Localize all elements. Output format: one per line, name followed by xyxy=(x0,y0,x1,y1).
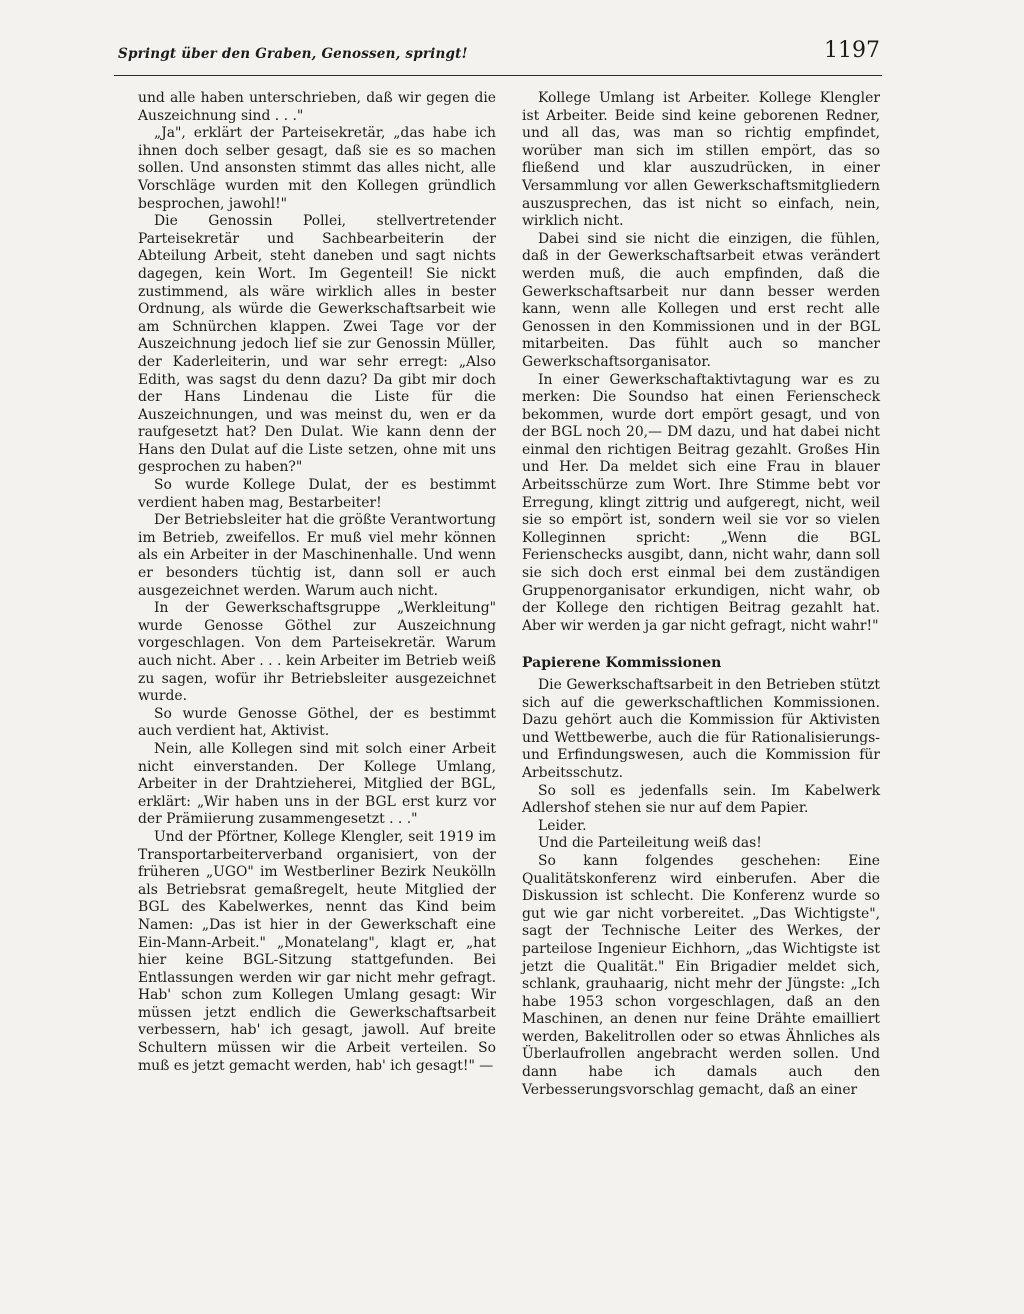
paragraph: In einer Gewerkschaftaktivtagung war es zu merken: Die Soundso hat einen Ferienscheck bekommen, wurde dort empört gesagt, und von der BGL noch 20,— DM dazu, und hat dabei nicht einmal den richtigen Beitrag gezahlt. Großes Hin und Her. Da meldet sich eine Frau in blauer Arbeitsschürze zum Wort. Ihre Stimme bebt vor Erregung, klingt zittrig und aufgeregt, nicht, weil sie so empört ist, sondern weil sie vor so vielen Kolleginnen spricht: „Wenn die BGL Ferienschecks ausgibt, dann, nicht wahr, dann soll sie sich doch erst einmal bei dem zuständigen Gruppenorganisator erkundigen, nicht wahr, ob der Kollege den richtigen Beitrag gezahlt hat. Aber wir werden ja gar nicht gefragt, nicht wahr!" xyxy=(522,371,880,634)
page-number: 1197 xyxy=(824,38,880,63)
paragraph: So wurde Kollege Dulat, der es bestimmt verdient haben mag, Bestarbeiter! xyxy=(138,477,496,511)
paragraph: Und die Parteileitung weiß das! xyxy=(538,835,762,852)
paragraph: Und der Pförtner, Kollege Klengler, seit 1919 im Transportarbeiterverband organisiert, von der früheren „UGO" im Westberliner Bezirk Neukölln als Betriebsrat gemaßregelt, heute Mitglied der BGL des Kabelwerkes, nennt das Kind beim Namen: „Das ist hier in der Gewerkschaft eine Ein-Mann-Arbeit." „Monatelang", klagt er, „hat hier keine BGL-Sitzung stattgefunden. Bei Entlassungen werden wir gar nicht mehr gefragt. Hab' schon zum Kollegen Umlang gesagt: Wir müssen jetzt endlich die Gewerkschaftsarbeit verbessern, hab' ich gesagt, jawoll. Auf breite Schultern müssen wir die Arbeit verteilen. So muß es jetzt gemacht werden, hab' ich gesagt!" — xyxy=(138,828,496,1074)
paragraph: Die Genossin Pollei, stellvertretender Parteisekretär und Sachbearbeiterin der Abteilung Arbeit, steht daneben und sagt nichts dagegen, kein Wort. Im Gegenteil! Sie nickt zustimmend, als wäre wirklich alles in bester Ordnung, als würde die Gewerkschaftsarbeit wie am Schnürchen klappen. Zwei Tage vor der Auszeichnung jedoch lief sie zur Genossin Müller, der Kaderleiterin, und war sehr erregt: „Also Edith, was sagst du denn dazu? Da gibt mir doch der Hans Lindenau die Liste für die Auszeichnungen, und was meinst du, wen er da raufgesetzt hat? Den Dulat. Wie kann denn der Hans den Dulat auf die Liste setzen, ohne mit uns gesprochen zu haben?" xyxy=(138,213,496,476)
right-column xyxy=(522,90,880,1099)
section-heading: Papierene Kommissionen xyxy=(522,655,722,672)
paragraph: Der Betriebsleiter hat die größte Verantwortung im Betrieb, zweifellos. Er muß viel mehr können als ein Arbeiter in der Maschinenhalle. Und wenn er besonders tüchtig ist, dann soll er auch ausgezeichnet werden. Warum auch nicht. xyxy=(138,512,496,599)
paragraph: So kann folgendes geschehen: Eine Qualitätskonferenz wird einberufen. Aber die Diskussion ist schlecht. Die Konferenz wurde so gut wie gar nicht vorbereitet. „Das Wichtigste", sagt der Technische Leiter des Werkes, der parteilose Ingenieur Eichhorn, „das Wichtigste ist jetzt die Qualität." Ein Brigadier meldet sich, schlank, grauhaarig, nicht mehr der Jüngste: „Ich habe 1953 schon vorgeschlagen, daß an den Maschinen, an denen nur feine Drähte emailliert werden, Bakelitrollen oder so etwas Ähnliches als Überlaufrollen angebracht werden sollen. Und dann habe ich damals auch den Verbesserungsvorschlag gemacht, daß an einer xyxy=(522,852,880,1098)
paragraph: Kollege Umlang ist Arbeiter. Kollege Klengler ist Arbeiter. Beide sind keine geborenen Redner, und all das, was man so richtig empfindet, worüber man sich im stillen empört, das so fließend und klar auszudrücken, in einer Versammlung vor allen Gewerkschaftsmitgliedern auszusprechen, das ist nicht so einfach, nein, wirklich nicht. xyxy=(522,90,880,230)
paragraph: Leider. xyxy=(538,817,587,834)
paragraph: So wurde Genosse Göthel, der es bestimmt auch verdient hat, Aktivist. xyxy=(138,705,496,740)
paragraph: In der Gewerkschaftsgruppe „Werkleitung" wurde Genosse Göthel zur Auszeichnung vorgeschlagen. Von dem Parteisekretär. Warum auch nicht. Aber . . . kein Arbeiter im Betrieb weiß zu sagen, wofür ihr Betriebsleiter ausgezeichnet wurde. xyxy=(138,600,496,705)
paragraph: So soll es jedenfalls sein. Im Kabelwerk Adlershof stehen sie nur auf dem Papier. xyxy=(522,782,880,817)
page-header xyxy=(114,34,884,70)
paragraph: „Ja", erklärt der Parteisekretär, „das habe ich ihnen doch selber gesagt, daß sie es so machen sollen. Und ansonsten stimmt das alles nicht, alle Vorschläge wurden mit den Kollegen gründlich besprochen, jawohl!" xyxy=(138,125,496,212)
left-column xyxy=(138,90,496,1075)
paragraph: Die Gewerkschaftsarbeit in den Betrieben stützt sich auf die gewerkschaftlichen Kommissionen. Dazu gehört auch die Kommission für Aktivisten und Wettbewerbe, auch die für Rationalisierungs- und Erfindungswesen, auch die Kommission für Arbeitsschutz. xyxy=(522,677,880,781)
paragraph: und alle haben unterschrieben, daß wir gegen die Auszeichnung sind . . ." xyxy=(138,90,496,124)
paragraph: Dabei sind sie nicht die einzigen, die fühlen, daß in der Gewerkschaftsarbeit etwas verändert werden muß, die auch empfinden, daß die Gewerkschaftsarbeit nur dann besser werden kann, wenn alle Kollegen und erst recht alle Genossen in den Kommissionen und in der BGL mitarbeiten. Das fühlt auch so mancher Gewerkschaftsorganisator. xyxy=(522,230,880,370)
header-rule xyxy=(114,75,882,76)
running-head: Springt über den Graben, Genossen, springt! xyxy=(118,46,468,62)
paragraph: Nein, alle Kollegen sind mit solch einer Arbeit nicht einverstanden. Der Kollege Umlang, Arbeiter in der Drahtzieherei, Mitglied der BGL, erklärt: „Wir haben uns in der BGL erst kurz vor der Prämiierung zusammengesetzt . . ." xyxy=(138,740,496,828)
